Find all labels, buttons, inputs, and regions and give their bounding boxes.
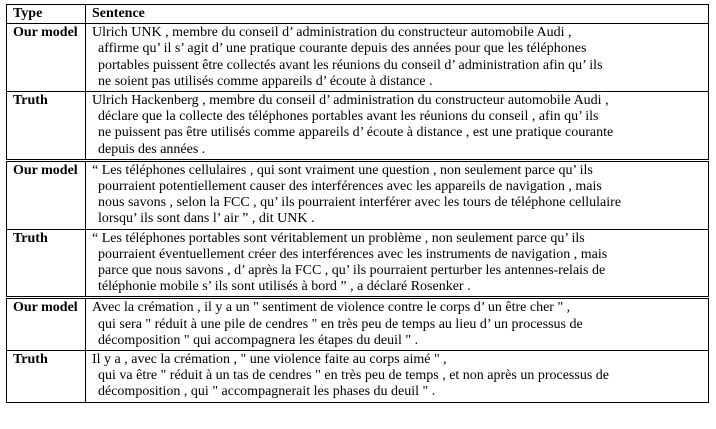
- sentence-line: décomposition , qui " accompagnerait les phases du deuil " .: [98, 384, 436, 400]
- table-header-row: [7, 5, 709, 24]
- sentence-line: Avec la crémation , il y a un " sentiment de violence contre le corps d’ un être cher " ,: [92, 300, 571, 316]
- sentence-line: ne puissent pas être utilisés comme appareils d’ écoute à distance , est une pratique courante: [98, 125, 614, 141]
- sentence-line: qui sera " réduit à une pile de cendres " en très peu de temps au lieu d’ un processus de: [98, 316, 583, 332]
- sentence-line: téléphonie mobile s’ ils sont utilisés à bord ” , a déclaré Rosenker .: [98, 279, 471, 295]
- sentence-line: nous savons , selon la FCC , qu’ ils pourraient interférer avec les tours de téléphone cellulaire: [98, 195, 622, 211]
- table-row: [7, 92, 709, 161]
- sentence-line: parce que nous savons , d’ après la FCC , qu’ ils pourraient perturber les antennes-relais de: [98, 263, 606, 279]
- header-type: Type: [7, 5, 86, 24]
- row-type: Our model: [7, 24, 86, 92]
- row-sentence: [86, 160, 709, 229]
- row-type: Truth: [7, 229, 86, 298]
- sentence-line: décomposition " qui accompagnera les étapes du deuil " .: [98, 332, 419, 348]
- row-type: Our model: [7, 298, 86, 351]
- sentence-line: pourraient potentiellement causer des interférences avec les appareils de navigation , mais: [98, 179, 602, 195]
- sentence-line: déclare que la collecte des téléphones portables avant les réunions du conseil , afin qu’ ils: [98, 109, 599, 125]
- sentence-line: depuis des années .: [98, 141, 206, 157]
- table-row: [7, 229, 709, 298]
- table-body: [7, 24, 709, 402]
- table-row: [7, 298, 709, 351]
- sentence-line: affirme qu’ il s’ agit d’ une pratique courante depuis des années pour que les téléphones: [98, 41, 587, 57]
- table-row: [7, 24, 709, 92]
- sentence-line: Ulrich UNK , membre du conseil d’ administration du constructeur automobile Audi ,: [92, 25, 572, 41]
- header-sentence: Sentence: [86, 5, 709, 24]
- row-sentence: [86, 229, 709, 298]
- sentence-line: “ Les téléphones portables sont véritablement un problème , non seulement parce qu’ ils: [92, 230, 585, 246]
- row-sentence: [86, 298, 709, 351]
- row-sentence: [86, 351, 709, 403]
- sentence-line: ne soient pas utilisés comme appareils d’ écoute à distance .: [98, 73, 433, 89]
- sentence-line: lorsqu’ ils sont dans l’ air ” , dit UNK .: [98, 211, 315, 227]
- sentence-line: pourraient éventuellement créer des interférences avec les instruments de navigation , mais: [98, 246, 608, 262]
- sentence-line: Il y a , avec la crémation , " une violence faite au corps aimé " ,: [92, 352, 447, 368]
- sentence-line: Ulrich Hackenberg , membre du conseil d’ administration du constructeur automobile Audi ,: [92, 93, 609, 109]
- row-type: Truth: [7, 92, 86, 161]
- table-row: [7, 351, 709, 403]
- sentence-line: qui va être " réduit à un tas de cendres " en très peu de temps , et non après un processus de: [98, 368, 609, 384]
- row-sentence: [86, 92, 709, 161]
- row-sentence: [86, 24, 709, 92]
- comparison-table: [6, 4, 709, 403]
- sentence-line: “ Les téléphones cellulaires , qui sont vraiment une question , non seulement parce qu’ ils: [92, 162, 593, 178]
- table-row: [7, 160, 709, 229]
- row-type: Our model: [7, 160, 86, 229]
- row-type: Truth: [7, 351, 86, 403]
- sentence-line: portables puissent être collectés avant les réunions du conseil d’ administration afin qu’ ils: [98, 57, 603, 73]
